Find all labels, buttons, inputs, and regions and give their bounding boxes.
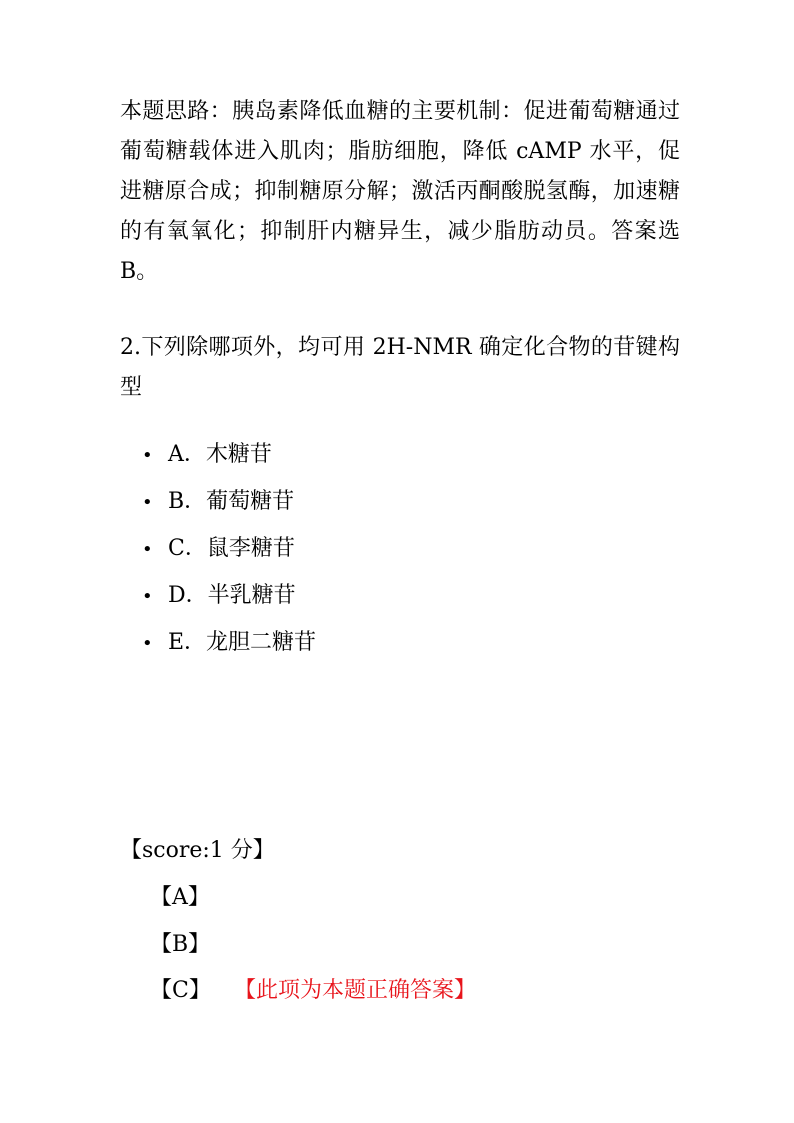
option-item-c — [142, 534, 295, 565]
answer-a: 【A】 — [150, 885, 210, 910]
option-label: B．葡萄糖苷 — [168, 489, 295, 514]
answer-c: 【C】 — [150, 978, 211, 1003]
explanation-paragraph: 本题思路：胰岛素降低血糖的主要机制：促进葡萄糖通过葡萄糖载体进入肌肉；脂肪细胞，降低 cAMP 水平，促进糖原合成；抑制糖原分解；激活丙酮酸脱氢酶，加速糖的有氧氧化；抑制肝内糖异生，减少脂肪动员。答案选 B。 — [120, 99, 680, 284]
bullet-icon: • — [142, 445, 153, 466]
option-item-b — [142, 487, 294, 518]
option-label: A．木糖苷 — [168, 442, 272, 467]
answer-b: 【B】 — [150, 932, 211, 957]
score-label: 【score:1 分】 — [120, 838, 275, 863]
option-item-a — [142, 440, 272, 471]
option-item-d — [142, 581, 296, 612]
option-label: E．龙胆二糖苷 — [168, 630, 317, 655]
option-item-e — [142, 628, 316, 659]
bullet-icon: • — [142, 492, 153, 513]
question-text: 2.下列除哪项外，均可用 2H-NMR 确定化合物的苷键构型 — [120, 335, 680, 400]
bullet-icon: • — [142, 539, 153, 560]
bullet-icon: • — [142, 586, 153, 607]
correct-answer-note: 【此项为本题正确答案】 — [234, 978, 477, 1003]
option-label: C．鼠李糖苷 — [168, 536, 295, 561]
bullet-icon: • — [142, 633, 153, 654]
option-label: D．半乳糖苷 — [168, 583, 296, 608]
